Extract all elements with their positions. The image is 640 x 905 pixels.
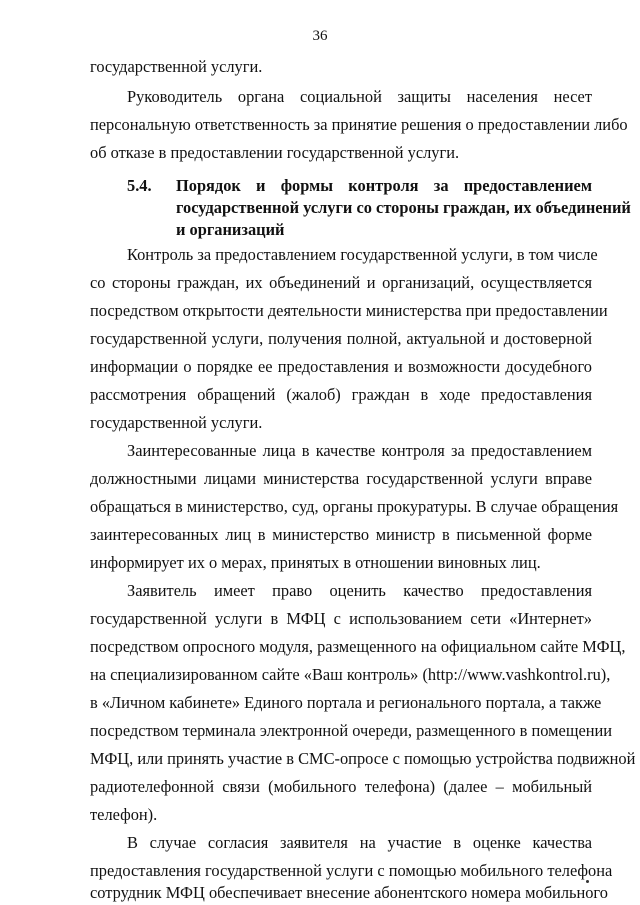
text-line: Заинтересованные лица в качестве контроля за предоставлением xyxy=(127,441,592,460)
text-line: Заявитель имеет право оценить качество предоставления xyxy=(127,581,592,600)
text-line: государственной услуги. xyxy=(90,413,263,432)
text-line: радиотелефонной связи (мобильного телефона) (далее – мобильный xyxy=(90,777,592,796)
text-line: государственной услуги, получения полной, актуальной и достоверной xyxy=(90,329,592,348)
text-line: в «Личном кабинете» Единого портала и регионального портала, а также xyxy=(90,693,602,712)
text-line: посредством терминала электронной очереди, размещенного в помещении xyxy=(90,721,613,740)
text-line: сотрудник МФЦ обеспечивает внесение абонентского номера мобильного xyxy=(90,883,608,902)
text-line: посредством открытости деятельности министерства при предоставлении xyxy=(90,301,608,320)
text-line: на специализированном сайте «Ваш контроль» (http://www.vashkontrol.ru), xyxy=(90,665,611,684)
section-number: 5.4. xyxy=(127,176,152,195)
text-line: рассмотрения обращений (жалоб) граждан в ходе предоставления xyxy=(90,385,592,404)
text-line: Контроль за предоставлением государственной услуги, в том числе xyxy=(127,245,598,264)
text-line: государственной услуги в МФЦ с использованием сети «Интернет» xyxy=(90,609,592,628)
text-line: посредством опросного модуля, размещенного на официальном сайте МФЦ, xyxy=(90,637,626,656)
text-line: государственной услуги. xyxy=(90,57,263,76)
section-title-line: государственной услуги со стороны граждан, их объединений xyxy=(176,198,631,217)
text-line: информации о порядке ее предоставления и возможности досудебного xyxy=(90,357,592,376)
text-line: персональную ответственность за принятие решения о предоставлении либо xyxy=(90,115,628,134)
text-line: должностными лицами министерства государственной услуги вправе xyxy=(90,469,592,488)
section-title-line: и организаций xyxy=(176,220,285,239)
page-number: 36 xyxy=(312,28,328,44)
section-title-line: Порядок и формы контроля за предоставлением xyxy=(176,176,592,195)
text-line: телефон). xyxy=(90,805,158,824)
text-line: информирует их о мерах, принятых в отношении виновных лиц. xyxy=(90,553,541,572)
text-line: В случае согласия заявителя на участие в оценке качества xyxy=(127,833,592,852)
text-line: обращаться в министерство, суд, органы прокуратуры. В случае обращения xyxy=(90,497,619,516)
scan-dot xyxy=(586,880,589,883)
text-line: об отказе в предоставлении государственной услуги. xyxy=(90,143,460,162)
text-line: предоставления государственной услуги с помощью мобильного телефона xyxy=(90,861,613,880)
text-line: МФЦ, или принять участие в СМС-опросе с помощью устройства подвижной xyxy=(90,749,636,768)
text-line: Руководитель органа социальной защиты населения несет xyxy=(127,87,592,106)
text-line: со стороны граждан, их объединений и организаций, осуществляется xyxy=(90,273,592,292)
text-line: заинтересованных лиц в министерство министр в письменной форме xyxy=(90,525,592,544)
